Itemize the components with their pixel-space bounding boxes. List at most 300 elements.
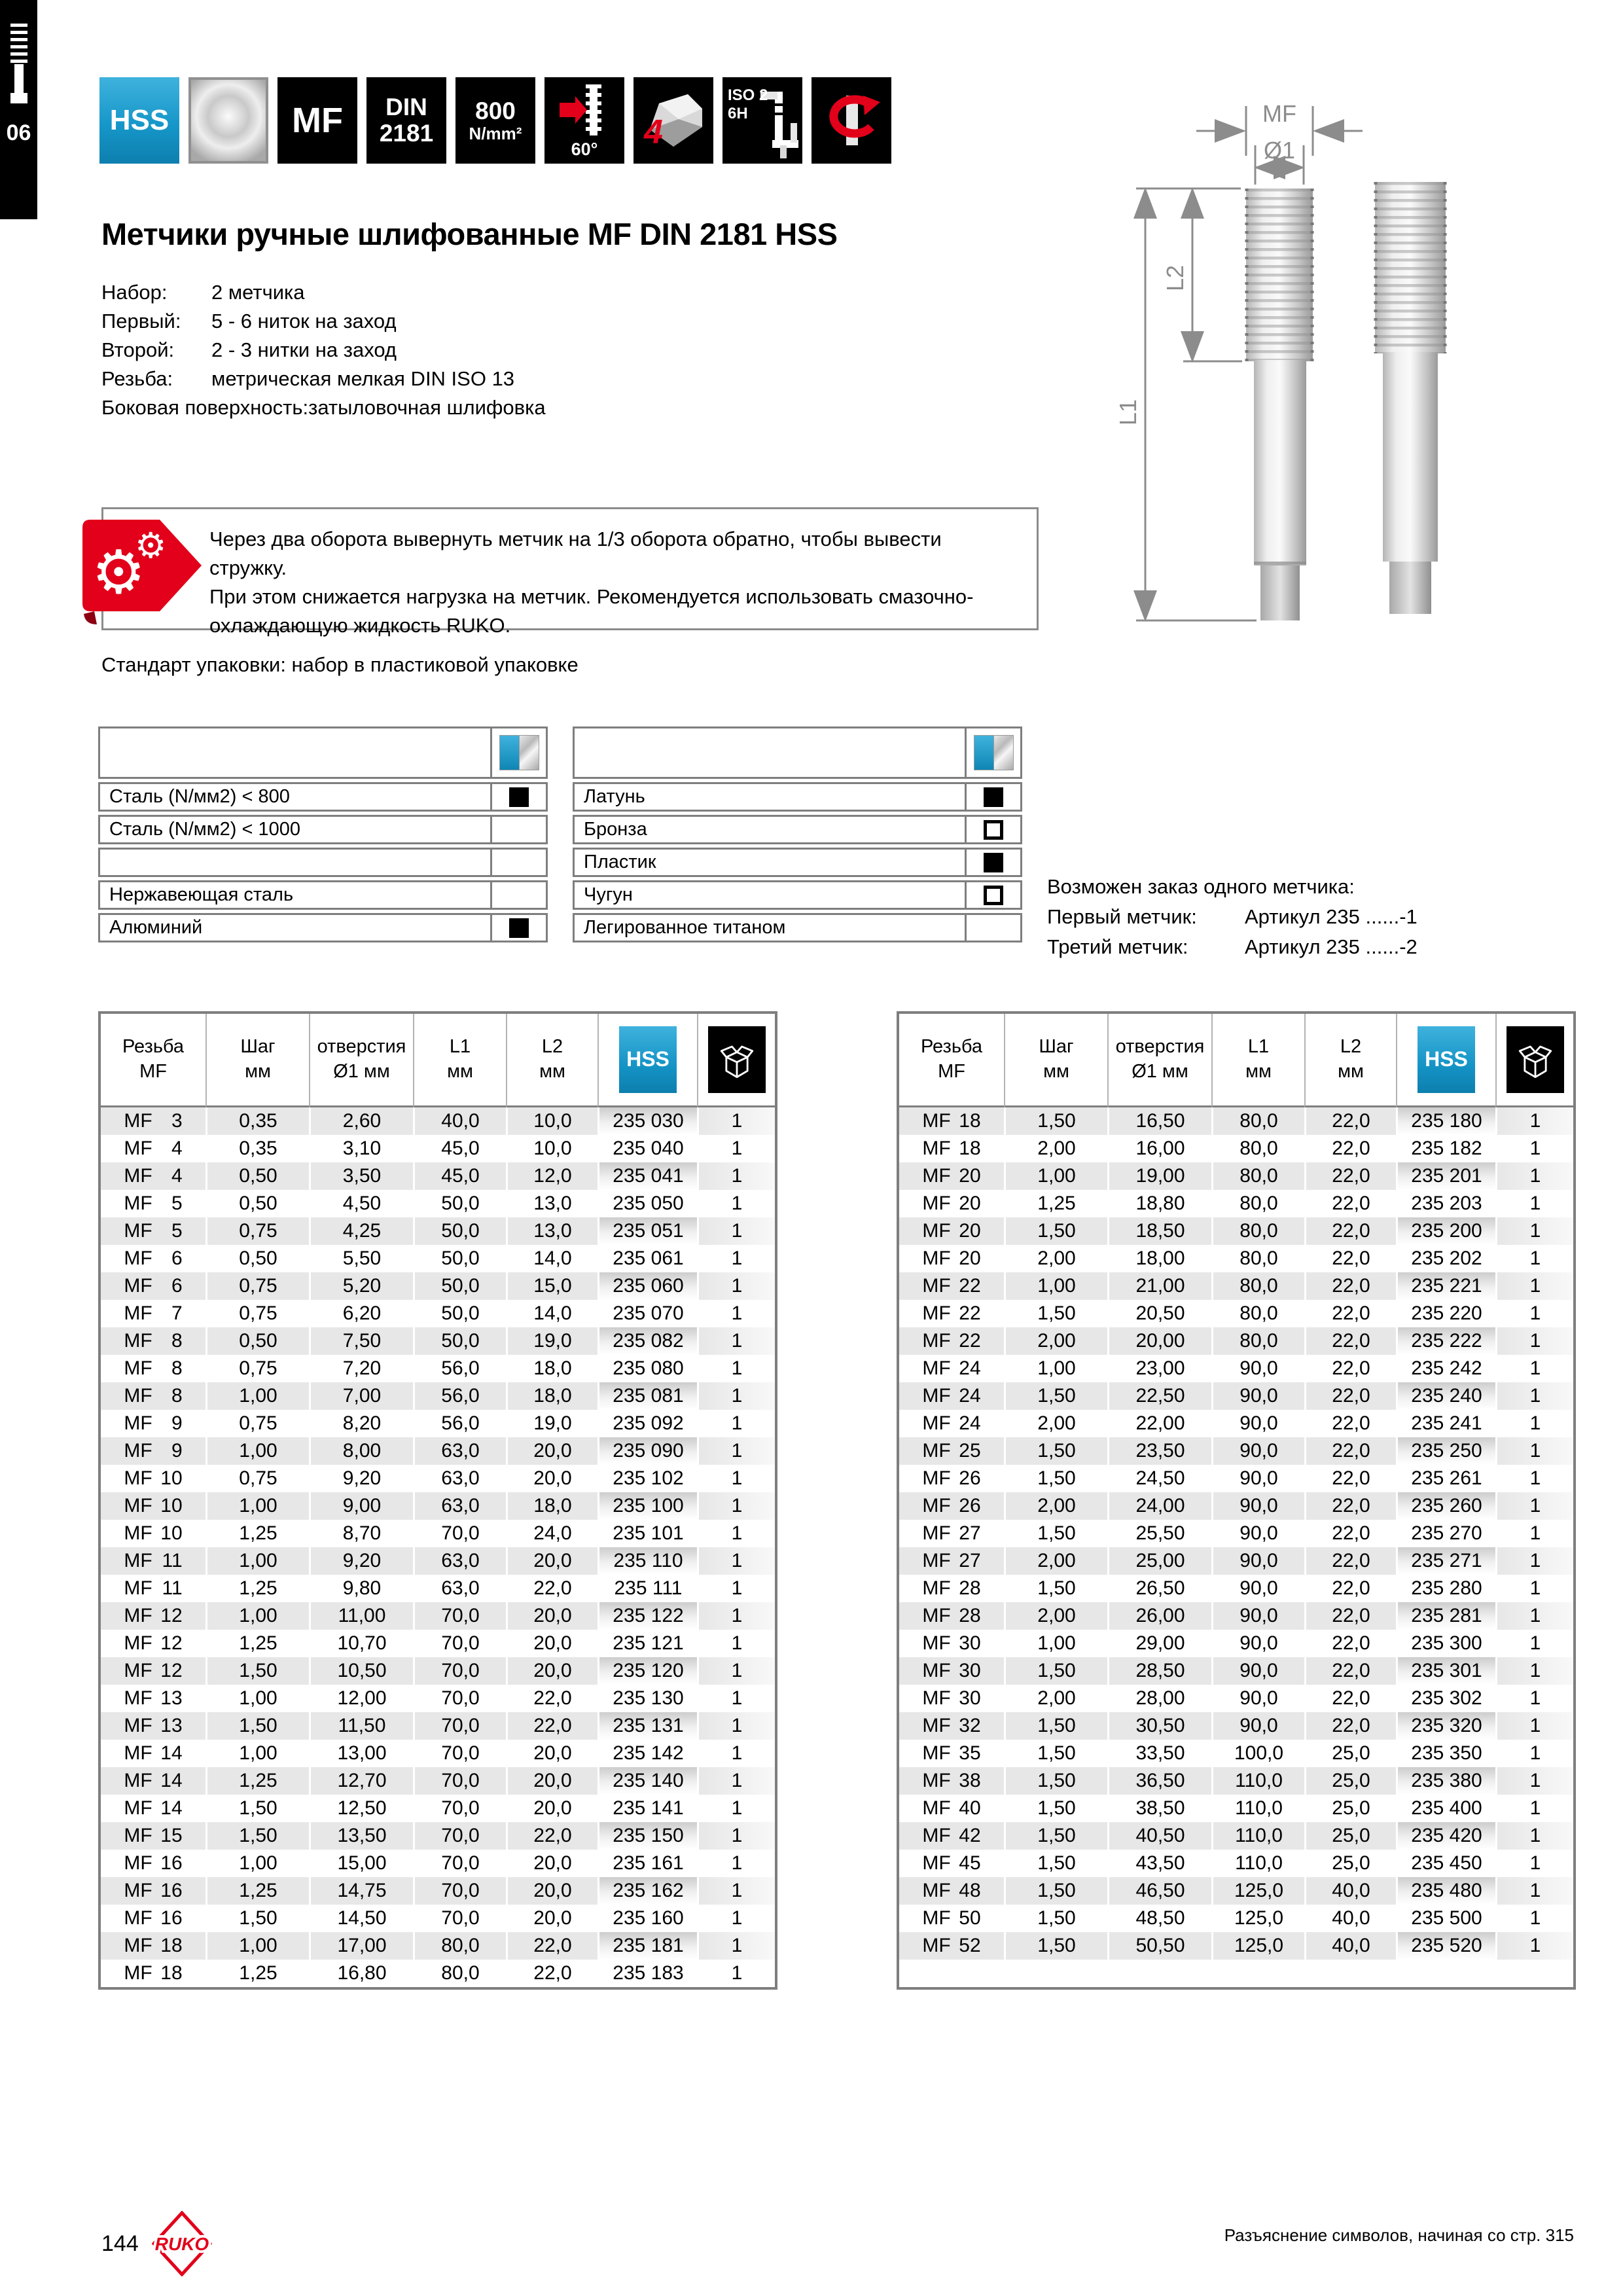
thread-cell [899, 1960, 1004, 1987]
chip-hss-half [500, 736, 519, 770]
thread-prefix: MF [922, 1330, 951, 1352]
article-cell: 235 122 [597, 1602, 697, 1630]
qty-cell: 1 [697, 1492, 775, 1520]
thread-cell [899, 1877, 1004, 1905]
article-cell: 235 400 [1396, 1795, 1495, 1822]
material-label: Легированное титаном [584, 917, 786, 938]
material-mark-cell [965, 882, 1020, 908]
thread-cell [101, 1547, 205, 1575]
l1-cell: 90,0 [1211, 1465, 1304, 1492]
thread-prefix: MF [124, 1660, 152, 1681]
article-cell: 235 140 [597, 1767, 697, 1795]
pitch-cell: 1,50 [1004, 1520, 1107, 1547]
thread-size: 8 [171, 1330, 183, 1352]
l1-cell: 70,0 [413, 1520, 506, 1547]
pitch-cell: 0,50 [205, 1162, 309, 1190]
qty-cell: 1 [697, 1520, 775, 1547]
hss-badge: HSS [619, 1026, 677, 1093]
table-row [101, 1272, 775, 1300]
thread-size: 16 [160, 1852, 183, 1874]
header-line2: MF [938, 1061, 965, 1082]
material-header-icon-cell [965, 728, 1020, 777]
qty-cell: 1 [697, 1162, 775, 1190]
l1-cell: 110,0 [1211, 1795, 1304, 1822]
qty-cell: 1 [1495, 1877, 1573, 1905]
l2-cell: 15,0 [506, 1272, 597, 1300]
table-row [899, 1767, 1573, 1795]
qty-cell: 1 [697, 1602, 775, 1630]
header-line1: отверстия [317, 1036, 406, 1058]
thread-cell [899, 1602, 1004, 1630]
pitch-cell: 1,00 [205, 1492, 309, 1520]
l2-cell: 25,0 [1304, 1767, 1396, 1795]
thread-prefix: MF [124, 1852, 152, 1874]
table-row [899, 1960, 1573, 1987]
spec-list [101, 278, 546, 422]
table-row [899, 1712, 1573, 1740]
qty-cell: 1 [1495, 1657, 1573, 1685]
pitch-cell: 1,50 [205, 1657, 309, 1685]
qty-cell: 1 [697, 1712, 775, 1740]
header-line2: мм [447, 1061, 473, 1082]
thread-size: 32 [959, 1715, 981, 1736]
thread-prefix: MF [922, 1193, 951, 1214]
drill-cell: 6,20 [309, 1300, 413, 1327]
table-row [101, 1602, 775, 1630]
thread-prefix: MF [124, 1770, 152, 1791]
table-row [101, 1685, 775, 1712]
column-header-package [1495, 1014, 1573, 1107]
qty-cell: 1 [697, 1300, 775, 1327]
article-cell: 235 220 [1396, 1300, 1495, 1327]
article-cell: 235 130 [597, 1685, 697, 1712]
article-cell: 235 202 [1396, 1245, 1495, 1272]
table-row [101, 1740, 775, 1767]
spec-data-table [98, 1011, 777, 1990]
material-label: Нержавеющая сталь [109, 884, 294, 905]
material-row [573, 815, 1022, 844]
drill-cell: 12,70 [309, 1767, 413, 1795]
l1-cell: 125,0 [1211, 1877, 1304, 1905]
l1-cell: 80,0 [1211, 1272, 1304, 1300]
thread-size: 24 [959, 1357, 981, 1379]
pitch-cell: 1,50 [1004, 1217, 1107, 1245]
spec-data-table [897, 1011, 1576, 1990]
hss-label: HSS [109, 104, 169, 136]
article-cell: 235 120 [597, 1657, 697, 1685]
l2-cell: 20,0 [506, 1850, 597, 1877]
thread-size: 20 [959, 1165, 981, 1187]
l1-cell: 80,0 [1211, 1327, 1304, 1355]
thread-prefix: MF [124, 1687, 152, 1709]
din-standard-icon [366, 77, 446, 164]
material-mark-cell [965, 817, 1020, 842]
l1-cell: 80,0 [1211, 1107, 1304, 1135]
material-mark-cell [490, 850, 546, 875]
l2-cell: 18,0 [506, 1355, 597, 1382]
thread-size: 14 [160, 1770, 183, 1791]
thread-cell [899, 1685, 1004, 1712]
l2-cell: 22,0 [1304, 1190, 1396, 1217]
column-header-3 [413, 1014, 506, 1107]
pitch-cell: 2,00 [1004, 1602, 1107, 1630]
header-line2: мм [539, 1061, 565, 1082]
qty-cell: 1 [1495, 1767, 1573, 1795]
qty-cell: 1 [697, 1630, 775, 1657]
drill-cell: 3,10 [309, 1135, 413, 1162]
thread-prefix: MF [124, 1577, 152, 1599]
pitch-cell: 1,25 [205, 1630, 309, 1657]
l2-cell: 22,0 [506, 1960, 597, 1987]
l2-cell: 22,0 [1304, 1602, 1396, 1630]
info-box [92, 507, 1039, 637]
material-header-row [573, 726, 1022, 779]
thread-cell [101, 1190, 205, 1217]
thread-cell [899, 1107, 1004, 1135]
hint-ribbon-icon [75, 516, 205, 628]
info-text [209, 525, 1024, 640]
table-row [899, 1327, 1573, 1355]
thread-cell [899, 1850, 1004, 1877]
table-row [101, 1492, 775, 1520]
article-cell: 235 281 [1396, 1602, 1495, 1630]
material-row [573, 880, 1022, 910]
thread-cell [101, 1410, 205, 1437]
spec-label: Резьба: [101, 367, 173, 390]
thread-prefix: MF [922, 1577, 951, 1599]
thread-size: 26 [959, 1495, 981, 1516]
l1-cell: 56,0 [413, 1382, 506, 1410]
material-label: Бронза [584, 819, 647, 840]
qty-cell: 1 [1495, 1162, 1573, 1190]
drill-cell: 18,80 [1107, 1190, 1211, 1217]
l2-cell: 25,0 [1304, 1850, 1396, 1877]
l1-cell: 63,0 [413, 1575, 506, 1602]
header-line1: Резьба [122, 1036, 185, 1058]
article-cell: 235 090 [597, 1437, 697, 1465]
thread-cell [101, 1327, 205, 1355]
l2-cell: 20,0 [506, 1740, 597, 1767]
drill-cell: 16,00 [1107, 1135, 1211, 1162]
article-cell: 235 240 [1396, 1382, 1495, 1410]
thread-prefix: MF [922, 1797, 951, 1819]
spiral-arrow-icon [819, 86, 884, 154]
l2-cell: 20,0 [506, 1877, 597, 1905]
l1-cell: 90,0 [1211, 1410, 1304, 1437]
drill-cell: 19,00 [1107, 1162, 1211, 1190]
drill-cell: 18,50 [1107, 1217, 1211, 1245]
dim-label-mf: MF [1262, 100, 1296, 127]
pitch-cell: 0,50 [205, 1190, 309, 1217]
qty-cell: 1 [697, 1135, 775, 1162]
pitch-cell: 2,00 [1004, 1547, 1107, 1575]
drive-number: 4 [644, 113, 663, 151]
l1-cell: 90,0 [1211, 1657, 1304, 1685]
thread-cell [899, 1712, 1004, 1740]
article-cell: 235 260 [1396, 1492, 1495, 1520]
thread-size: 5 [171, 1220, 183, 1242]
material-row [573, 848, 1022, 877]
drill-cell: 20,00 [1107, 1327, 1211, 1355]
column-header-2 [1107, 1014, 1211, 1107]
qty-cell: 1 [697, 1217, 775, 1245]
pitch-cell: 1,50 [1004, 1767, 1107, 1795]
thread-prefix: MF [922, 1907, 951, 1929]
thread-prefix: MF [124, 1220, 152, 1242]
thread-cell [899, 1245, 1004, 1272]
article-cell: 235 242 [1396, 1355, 1495, 1382]
drill-cell: 13,00 [309, 1740, 413, 1767]
thread-cell [101, 1272, 205, 1300]
qty-cell: 1 [1495, 1327, 1573, 1355]
drill-cell: 43,50 [1107, 1850, 1211, 1877]
table-row [101, 1547, 775, 1575]
thread-cell [899, 1822, 1004, 1850]
table-row [899, 1162, 1573, 1190]
article-cell: 235 301 [1396, 1657, 1495, 1685]
thread-prefix: MF [124, 1440, 152, 1462]
tap-first-illustration [1246, 188, 1313, 620]
l2-cell: 22,0 [1304, 1355, 1396, 1382]
table-row [101, 1245, 775, 1272]
thread-size: 25 [959, 1440, 981, 1462]
l2-cell: 20,0 [506, 1905, 597, 1932]
l2-cell: 22,0 [1304, 1272, 1396, 1300]
table-row [899, 1575, 1573, 1602]
table-row [101, 1107, 775, 1135]
thread-prefix: MF [124, 1522, 152, 1544]
article-cell: 235 500 [1396, 1905, 1495, 1932]
pitch-cell: 1,25 [205, 1767, 309, 1795]
thread-cell [101, 1877, 205, 1905]
l2-cell: 19,0 [506, 1410, 597, 1437]
header-line1: отверстия [1115, 1036, 1205, 1058]
header-line2: мм [245, 1061, 271, 1082]
article-cell: 235 520 [1396, 1932, 1495, 1960]
pitch-cell: 1,50 [205, 1822, 309, 1850]
tolerance-iso: ISO 2 [728, 86, 768, 104]
l2-cell: 22,0 [1304, 1107, 1396, 1135]
drill-cell: 22,00 [1107, 1410, 1211, 1437]
l2-cell: 22,0 [506, 1932, 597, 1960]
table-row [899, 1135, 1573, 1162]
thread-cell [899, 1492, 1004, 1520]
l2-cell: 22,0 [506, 1575, 597, 1602]
l2-cell: 40,0 [1304, 1905, 1396, 1932]
thread-size: 38 [959, 1770, 981, 1791]
l2-cell: 20,0 [506, 1547, 597, 1575]
thread-cell [101, 1602, 205, 1630]
thread-cell [101, 1932, 205, 1960]
drill-cell: 9,20 [309, 1547, 413, 1575]
thread-prefix: MF [922, 1495, 951, 1516]
thread-prefix: MF [922, 1852, 951, 1874]
order-label: Третий метчик: [1047, 935, 1188, 958]
qty-cell: 1 [1495, 1135, 1573, 1162]
thread-prefix: MF [922, 1632, 951, 1654]
package-icon [718, 1035, 756, 1085]
material-header-label [575, 728, 965, 777]
l1-cell: 125,0 [1211, 1905, 1304, 1932]
l2-cell: 22,0 [1304, 1382, 1396, 1410]
thread-cell [899, 1135, 1004, 1162]
article-cell: 235 082 [597, 1327, 697, 1355]
thread-cell [101, 1712, 205, 1740]
pitch-cell: 1,25 [205, 1575, 309, 1602]
table-row [899, 1520, 1573, 1547]
column-header-3 [1211, 1014, 1304, 1107]
gear-icon: ⚙ [92, 539, 146, 606]
qty-cell: 1 [697, 1822, 775, 1850]
thread-size: 24 [959, 1385, 981, 1407]
material-table-left [98, 726, 548, 946]
l2-cell: 22,0 [506, 1685, 597, 1712]
article-cell: 235 300 [1396, 1630, 1495, 1657]
qty-cell: 1 [1495, 1355, 1573, 1382]
table-row [899, 1382, 1573, 1410]
drill-cell: 23,00 [1107, 1355, 1211, 1382]
l2-cell: 22,0 [1304, 1162, 1396, 1190]
l1-cell: 50,0 [413, 1327, 506, 1355]
l1-cell: 63,0 [413, 1492, 506, 1520]
table-row [101, 1465, 775, 1492]
material-header-icon-cell [490, 728, 546, 777]
article-cell: 235 102 [597, 1465, 697, 1492]
drill-cell: 4,50 [309, 1190, 413, 1217]
qty-cell: 1 [1495, 1602, 1573, 1630]
thread-size: 42 [959, 1825, 981, 1846]
article-cell: 235 061 [597, 1245, 697, 1272]
thread-cell [101, 1960, 205, 1987]
package-icon-box [1507, 1026, 1564, 1093]
pitch-cell: 1,50 [1004, 1437, 1107, 1465]
thread-prefix: MF [124, 1165, 152, 1187]
order-value: Артикул 235 ......-2 [1245, 935, 1418, 958]
l2-cell: 14,0 [506, 1245, 597, 1272]
l2-cell: 10,0 [506, 1107, 597, 1135]
article-cell: 235 110 [597, 1547, 697, 1575]
pitch-cell: 1,50 [205, 1712, 309, 1740]
tensile-unit: N/mm² [469, 123, 522, 143]
thread-cell [101, 1850, 205, 1877]
l1-cell: 70,0 [413, 1685, 506, 1712]
qty-cell: 1 [697, 1767, 775, 1795]
table-row [101, 1382, 775, 1410]
chip-hss-half [974, 736, 993, 770]
table-row [101, 1162, 775, 1190]
tolerance-6h: 6H [728, 104, 748, 122]
thread-size: 13 [160, 1715, 183, 1736]
thread-size: 16 [160, 1880, 183, 1901]
thread-prefix: MF [922, 1220, 951, 1242]
thread-prefix: MF [922, 1935, 951, 1956]
thread-cell [899, 1327, 1004, 1355]
package-icon-box [708, 1026, 766, 1093]
article-cell [1396, 1960, 1495, 1987]
qty-cell: 1 [1495, 1822, 1573, 1850]
qty-cell: 1 [1495, 1712, 1573, 1740]
l2-cell: 22,0 [1304, 1217, 1396, 1245]
l1-cell: 70,0 [413, 1822, 506, 1850]
header-line2: мм [1245, 1061, 1272, 1082]
thread-cell [899, 1905, 1004, 1932]
column-header-package [697, 1014, 775, 1107]
pitch-cell: 1,00 [205, 1932, 309, 1960]
drill-cell: 25,50 [1107, 1520, 1211, 1547]
pitch-cell: 0,50 [205, 1327, 309, 1355]
thread-size: 12 [160, 1632, 183, 1654]
article-cell: 235 350 [1396, 1740, 1495, 1767]
header-line1: Шаг [240, 1036, 276, 1058]
thread-cell [101, 1767, 205, 1795]
thread-cell [101, 1822, 205, 1850]
thread-prefix: MF [124, 1550, 152, 1571]
l1-cell: 110,0 [1211, 1767, 1304, 1795]
l1-cell: 90,0 [1211, 1575, 1304, 1602]
l1-cell: 56,0 [413, 1355, 506, 1382]
article-cell: 235 142 [597, 1740, 697, 1767]
article-cell: 235 081 [597, 1382, 697, 1410]
thread-size: 14 [160, 1742, 183, 1764]
material-label: Латунь [584, 786, 645, 807]
thread-prefix: MF [922, 1687, 951, 1709]
l2-cell: 22,0 [1304, 1712, 1396, 1740]
thread-prefix: MF [124, 1825, 152, 1846]
l2-cell: 18,0 [506, 1492, 597, 1520]
drill-cell: 20,50 [1107, 1300, 1211, 1327]
pitch-cell: 1,00 [205, 1437, 309, 1465]
chip-metal-half [993, 736, 1013, 770]
thread-cell [899, 1547, 1004, 1575]
l1-cell: 63,0 [413, 1465, 506, 1492]
thread-size: 22 [959, 1330, 981, 1352]
l1-cell: 80,0 [413, 1960, 506, 1987]
drill-cell: 12,00 [309, 1685, 413, 1712]
thread-size: 27 [959, 1550, 981, 1571]
qty-cell: 1 [1495, 1107, 1573, 1135]
thread-prefix: MF [124, 1632, 152, 1654]
thread-cell [101, 1217, 205, 1245]
article-cell: 235 183 [597, 1960, 697, 1987]
article-cell: 235 141 [597, 1795, 697, 1822]
pitch-cell: 1,50 [1004, 1932, 1107, 1960]
thread-prefix: MF [922, 1302, 951, 1324]
pitch-cell: 1,25 [1004, 1190, 1107, 1217]
angle-label: 60° [571, 139, 598, 159]
tool-material-chip [974, 735, 1014, 770]
thread-prefix: MF [922, 1522, 951, 1544]
pitch-cell: 0,75 [205, 1355, 309, 1382]
thread-cell [899, 1272, 1004, 1300]
l1-cell: 50,0 [413, 1272, 506, 1300]
thread-prefix: MF [124, 1412, 152, 1434]
thread-prefix: MF [922, 1412, 951, 1434]
drill-cell: 11,00 [309, 1602, 413, 1630]
drill-cell: 26,50 [1107, 1575, 1211, 1602]
article-cell: 235 250 [1396, 1437, 1495, 1465]
qty-cell: 1 [697, 1382, 775, 1410]
pitch-cell: 1,00 [1004, 1162, 1107, 1190]
drill-cell: 10,70 [309, 1630, 413, 1657]
pitch-cell: 1,25 [205, 1877, 309, 1905]
thread-size: 4 [171, 1165, 183, 1187]
article-cell: 235 050 [597, 1190, 697, 1217]
l2-cell: 20,0 [506, 1465, 597, 1492]
table-row [101, 1217, 775, 1245]
article-cell: 235 040 [597, 1135, 697, 1162]
thread-size: 20 [959, 1247, 981, 1269]
drill-cell: 24,00 [1107, 1492, 1211, 1520]
